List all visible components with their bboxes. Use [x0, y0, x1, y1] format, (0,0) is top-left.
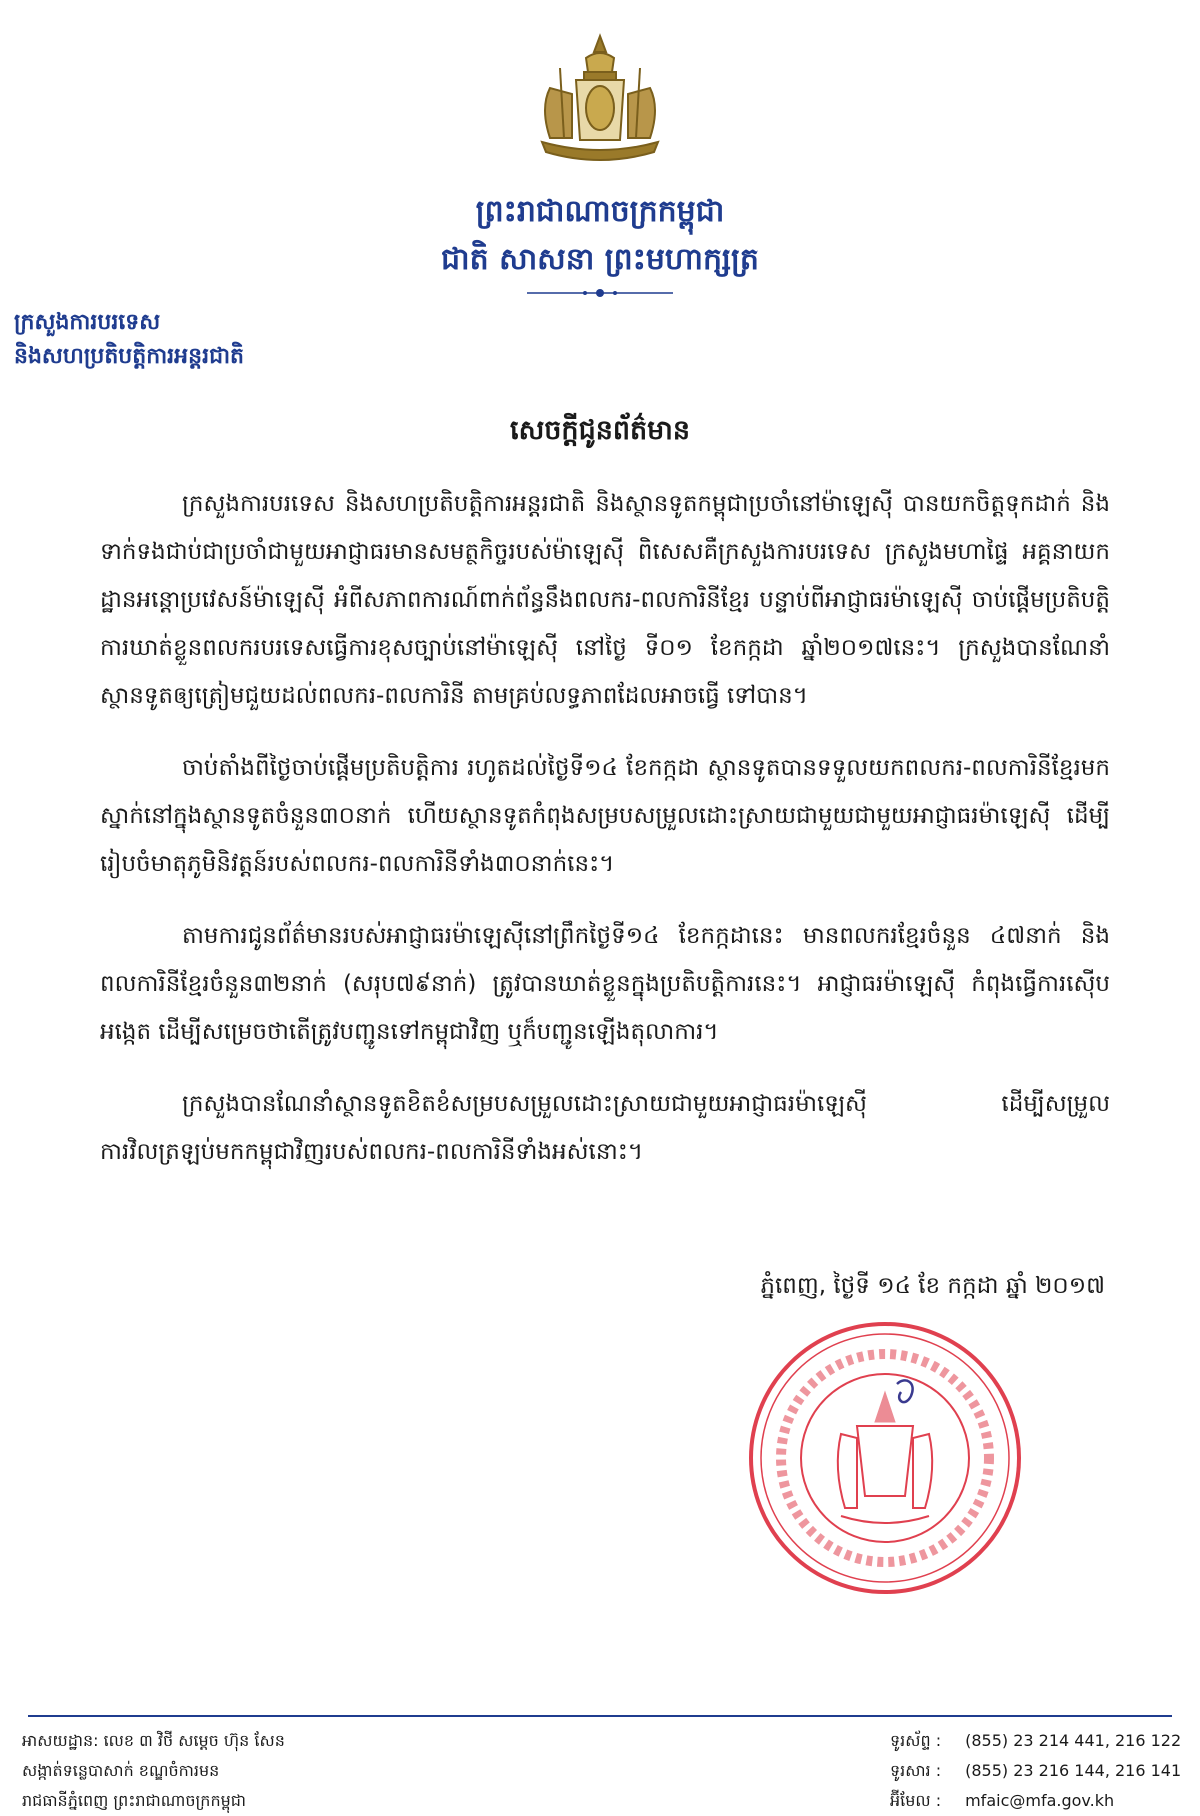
- body-paragraph-1: ក្រសួងការបរទេស និងសហប្រតិបត្តិការអន្តរជាតិ និងស្ថានទូតកម្ពុជាប្រចាំនៅម៉ាឡេស៊ី បានយកចិត្តទុកដាក់ និងទាក់ទងជាប់ជាប្រចាំជាមួយអាជ្ញាធរមានសមត្ថកិច្ចរបស់ម៉ាឡេស៊ី ពិសេសគឺក្រសួងការបរទេស ក្រសួងមហាផ្ទៃ អគ្គនាយកដ្ឋានអន្តោប្រវេសន៍ម៉ាឡេស៊ី អំពីសភាពការណ៍ពាក់ព័ន្ធនឹងពលករ-ពលការិនីខ្មែរ បន្ទាប់ពីអាជ្ញាធរម៉ាឡេស៊ី ចាប់ផ្តើមប្រតិបត្តិការឃាត់ខ្លួនពលករបរទេសធ្វើការខុសច្បាប់នៅម៉ាឡេស៊ី នៅថ្ងៃ ទី០១ ខែកក្កដា ឆ្នាំ២០១៧នេះ។ ក្រសួងបានណែនាំស្ថានទូតឲ្យត្រៀមជួយដល់ពលករ-ពលការិនី តាមគ្រប់លទ្ធភាពដែលអាចធ្វើ ទៅបាន។: [100, 491, 1110, 709]
- phone-label: ទូរស័ព្ទ :: [890, 1731, 942, 1750]
- footer-contacts: [890, 1726, 1181, 1816]
- email-label: អ៊ីមែល :: [890, 1791, 942, 1810]
- footer-divider: [28, 1715, 1172, 1717]
- address-line-3: រាជធានីភ្នំពេញ ព្រះរាជាណាចក្រកម្ពុជា: [22, 1791, 246, 1810]
- fax-value: (855) 23 216 144, 216 141: [965, 1761, 1182, 1780]
- email-value[interactable]: mfaic@mfa.gov.kh: [965, 1791, 1115, 1810]
- phone-row: [890, 1726, 1181, 1756]
- address-line-2: សង្កាត់ទន្លេបាសាក់ ខណ្ឌចំការមន: [22, 1761, 220, 1780]
- address-line-1: អាសយដ្ឋាន: លេខ ៣ វិថី សម្តេច ហ៊ុន សែន: [22, 1731, 285, 1750]
- document-body: [100, 480, 1110, 1200]
- body-paragraph-3: តាមការជូនព័ត៌មានរបស់អាជ្ញាធរម៉ាឡេស៊ីនៅព្រឹកថ្ងៃទី១៤ ខែកក្កដានេះ មានពលករខ្មែរចំនួន ៤៧នាក់ និងពលការិនីខ្មែរចំនួន៣២នាក់ (សរុប៧៩នាក់) ត្រូវបានឃាត់ខ្លួនក្នុងប្រតិបត្តិការនេះ។ អាជ្ញាធរម៉ាឡេស៊ី កំពុងធ្វើការស៊ើបអង្កេត ដើម្បីសម្រេចថាតើត្រូវបញ្ជូនទៅកម្ពុជាវិញ ឬក៏បញ្ជូនឡើងតុលាការ។: [100, 923, 1110, 1045]
- national-motto: ជាតិ សាសនា ព្រះមហាក្សត្រ: [441, 242, 759, 277]
- footer-address: [22, 1726, 285, 1816]
- official-seal-stamp: [745, 1318, 1025, 1598]
- header-divider-ornament: [525, 286, 675, 300]
- fax-label: ទូរសារ :: [890, 1761, 942, 1780]
- ministry-name-line1: ក្រសួងការបរទេស: [14, 310, 161, 335]
- document-title: សេចក្តីជូនព័ត៌មាន: [510, 415, 690, 446]
- ministry-name: [14, 306, 244, 374]
- body-paragraph-4: ក្រសួងបានណែនាំស្ថានទូតខិតខំសម្របសម្រួលដោះស្រាយជាមួយអាជ្ញាធរម៉ាឡេស៊ី ដើម្បីសម្រួលការវិលត្រឡប់មកកម្ពុជាវិញរបស់ពលករ-ពលការិនីទាំងអស់នោះ។: [100, 1091, 1110, 1165]
- royal-coat-of-arms-emblem: [520, 28, 680, 178]
- place-and-date: ភ្នំពេញ, ថ្ងៃទី ១៤ ខែ កក្កដា ឆ្នាំ ២០១៧: [760, 1273, 1105, 1299]
- body-paragraph-2: ចាប់តាំងពីថ្ងៃចាប់ផ្តើមប្រតិបត្តិការ រហូតដល់ថ្ងៃទី១៤ ខែកក្កដា ស្ថានទូតបានទទួលយកពលករ-ពលការិនីខ្មែរមកស្នាក់នៅក្នុងស្ថានទូតចំនួន៣០នាក់ ហើយស្ថានទូតកំពុងសម្របសម្រួលដោះស្រាយជាមួយជាមួយអាជ្ញាធរម៉ាឡេស៊ី ដើម្បីរៀបចំមាតុភូមិនិវត្តន៍របស់ពលករ-ពលការិនីទាំង៣០នាក់នេះ។: [100, 755, 1110, 877]
- phone-value: (855) 23 214 441, 216 122: [965, 1731, 1182, 1750]
- kingdom-name: ព្រះរាជាណាចក្រកម្ពុជា: [475, 194, 725, 229]
- ministry-name-line2: និងសហប្រតិបត្តិការអន្តរជាតិ: [14, 344, 244, 369]
- fax-row: [890, 1756, 1181, 1786]
